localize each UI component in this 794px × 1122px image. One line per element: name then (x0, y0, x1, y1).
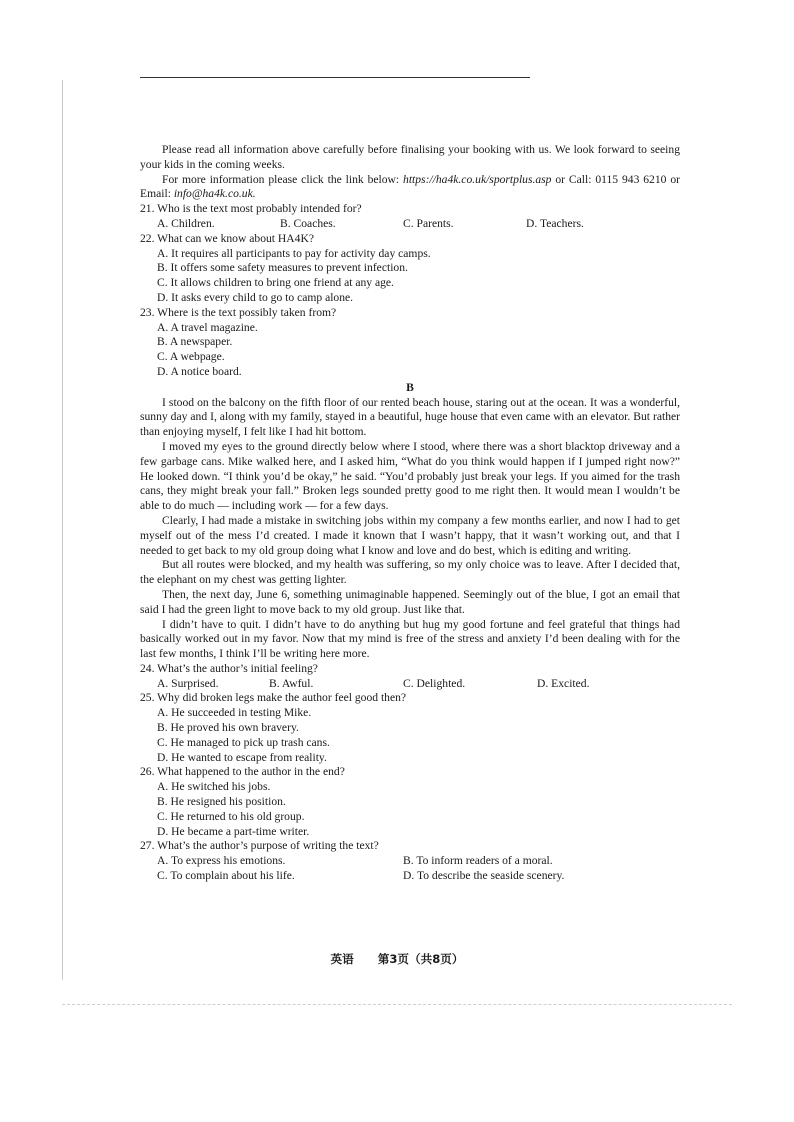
question-26 (140, 765, 680, 839)
notice-paragraph-2 (140, 173, 680, 203)
notice-paragraph-1: Please read all information above carefully before finalising your booking with us. We look forward to seeing your kids in the coming weeks. (140, 143, 680, 171)
option-row (157, 217, 680, 232)
option-a: A. He succeeded in testing Mike. (157, 706, 312, 720)
question-24 (140, 662, 680, 692)
option-c: C. Delighted. (403, 676, 466, 690)
question-stem: 26. What happened to the author in the end? (140, 765, 345, 779)
option-d: D. A notice board. (157, 364, 242, 378)
question-stem: 25. Why did broken legs make the author feel good then? (140, 691, 407, 705)
option-a: A. It requires all participants to pay for activity day camps. (157, 246, 431, 260)
passage-paragraph: Clearly, I had made a mistake in switching jobs within my company a few months earlier, and now I had to get myself out of the mess I’d created. I made it known that I wasn’t happy, that it wasn’t working out, and that I needed to get back to my old group doing what I know and love and do best, which is editing and writing. (140, 513, 680, 557)
option-c: C. Parents. (403, 216, 454, 230)
option-b: B. He resigned his position. (157, 795, 286, 809)
option-c: C. It allows children to bring one friend at any age. (157, 276, 394, 290)
question-stem: 27. What’s the author’s purpose of writing the text? (140, 839, 379, 853)
passage-paragraph: I didn’t have to quit. I didn’t have to do anything but hug my good fortune and feel grateful that things had basically worked out in my favor. Now that my mind is free of the stress and anxiety I’d been dealing with for the last few months, I think I’ll be writing here more. (140, 617, 680, 661)
question-23 (140, 306, 680, 380)
option-b: B. To inform readers of a moral. (403, 854, 553, 868)
option-row (157, 677, 680, 692)
option-a: A. To express his emotions. (157, 854, 286, 868)
passage-paragraph: I stood on the balcony on the fifth floor of our rented beach house, staring out at the ocean. It was a wonderful, sunny day and I, along with my family, stayed in a beautiful, huge house that even came with an elevator. But rather than enjoying myself, I felt like I had hit bottom. (140, 395, 680, 439)
option-a: A. A travel magazine. (157, 320, 258, 334)
question-stem: 24. What’s the author’s initial feeling? (140, 661, 318, 675)
footer-page-number: 第3页（共8页） (377, 952, 464, 966)
option-c: C. A webpage. (157, 350, 225, 364)
option-a: A. Children. (157, 216, 215, 230)
option-c: C. He returned to his old group. (157, 809, 305, 823)
option-d: D. It asks every child to go to camp alone. (157, 290, 354, 304)
notice-email: info@ha4k.co.uk. (173, 187, 256, 201)
option-c: C. To complain about his life. (157, 869, 295, 883)
question-stem: 23. Where is the text possibly taken from? (140, 305, 337, 319)
question-21 (140, 202, 680, 232)
notice-contact-text-2: or Call: 0115 943 6210 or Email: (140, 172, 680, 201)
question-stem: 21. Who is the text most probably intended for? (140, 202, 362, 216)
option-c: C. He managed to pick up trash cans. (157, 735, 330, 749)
scan-bottom-edge (62, 1004, 732, 1005)
option-b: B. Awful. (269, 676, 314, 690)
top-rule (140, 77, 530, 78)
footer-subject: 英语 (330, 952, 354, 966)
passage-paragraph: But all routes were blocked, and my health was suffering, so my only choice was to leave. After I decided that, the elephant on my chest was getting lighter. (140, 558, 680, 587)
scan-left-edge (62, 80, 63, 980)
option-b: B. Coaches. (280, 216, 336, 230)
question-27 (140, 839, 680, 883)
page-footer (0, 951, 794, 967)
reading-passage (140, 396, 680, 662)
page-content (140, 143, 680, 884)
option-row (157, 854, 680, 869)
option-b: B. He proved his own bravery. (157, 721, 299, 735)
passage-paragraph: I moved my eyes to the ground directly below where I stood, where there was a short blacktop driveway and a few garbage cans. Mike walked here, and I asked him, “What do you think would happen if I jumped right now?” He looked down. “I think you’d be okay,” he said. “You’d probably just break your legs. If you aimed for the trash cans, they might break your fall.” Broken legs sounded pretty good to me right then. It would mean I wouldn’t be able to do much — including work — for a few days. (140, 439, 680, 513)
option-a: A. He switched his jobs. (157, 780, 271, 794)
passage-paragraph: Then, the next day, June 6, something unimaginable happened. Seemingly out of the blue, I got an email that said I had the green light to move back to my old group. Just like that. (140, 587, 680, 616)
option-b: B. It offers some safety measures to prevent infection. (157, 261, 408, 275)
option-a: A. Surprised. (157, 676, 219, 690)
option-d: D. Excited. (537, 676, 590, 690)
option-row (157, 869, 680, 884)
option-d: D. He became a part-time writer. (157, 824, 310, 838)
option-d: D. Teachers. (526, 216, 584, 230)
notice-link: https://ha4k.co.uk/sportplus.asp (403, 172, 552, 186)
section-heading: B (406, 380, 414, 394)
question-22 (140, 232, 680, 306)
option-d: D. To describe the seaside scenery. (403, 869, 565, 883)
notice-contact-text: For more information please click the link below: (162, 172, 404, 186)
question-stem: 22. What can we know about HA4K? (140, 231, 314, 245)
question-25 (140, 691, 680, 765)
option-b: B. A newspaper. (157, 335, 233, 349)
option-d: D. He wanted to escape from reality. (157, 750, 327, 764)
